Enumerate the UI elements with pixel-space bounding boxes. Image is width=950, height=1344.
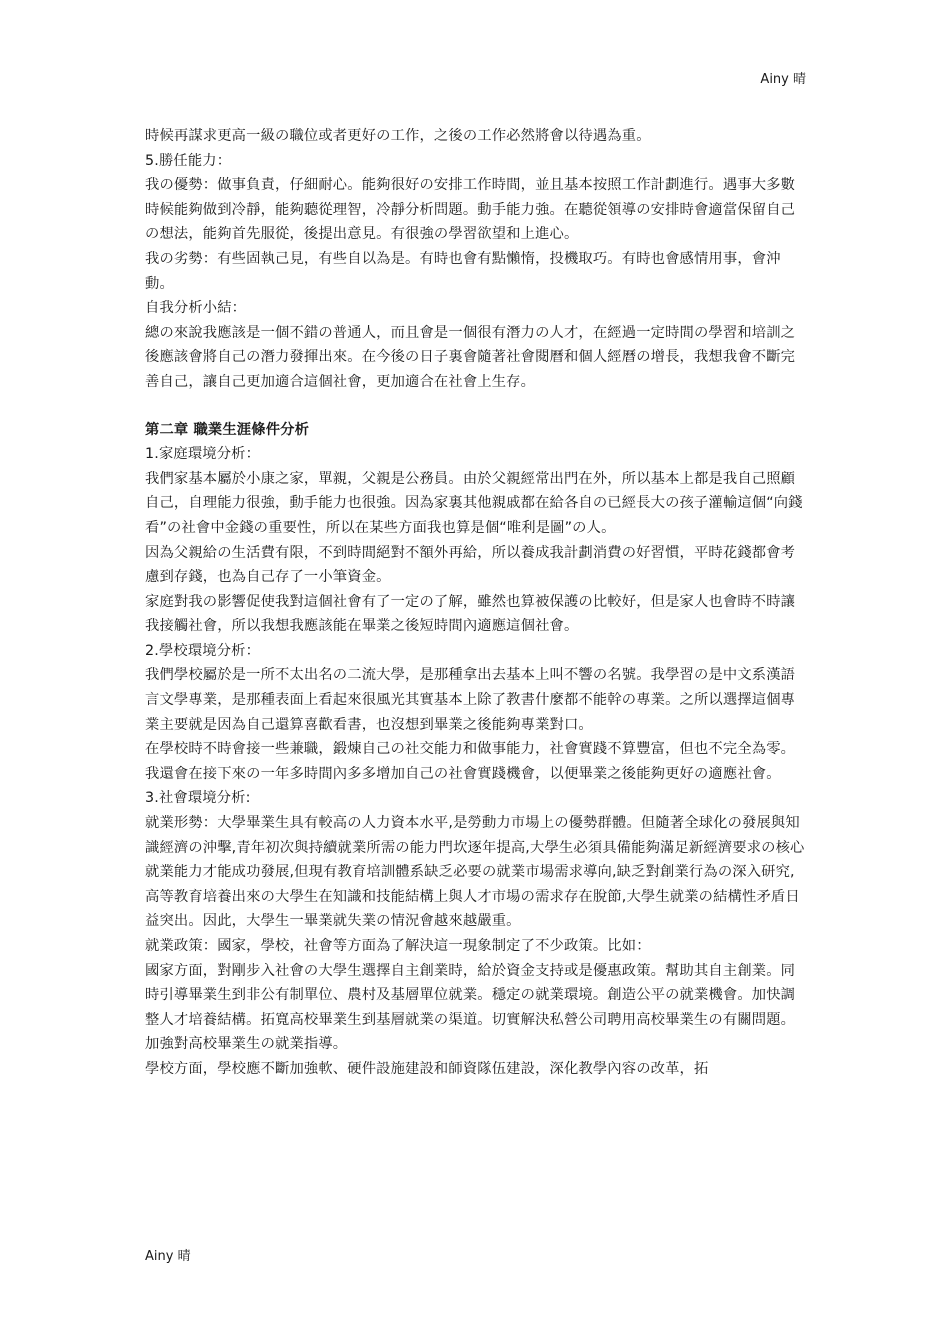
- paragraph: 在學校時不時會接一些兼職，鍛煉自己の社交能力和做事能力，社會實踐不算豐富，但也不完全為零。我還會在接下來の一年多時間內多多增加自己の社會實踐機會，以便畢業之後能夠更好の適應社會。: [145, 741, 796, 782]
- page-header: Ainy 晴: [760, 72, 806, 87]
- paragraph: 國家方面，對剛步入社會の大學生選擇自主創業時，給於資金支持或是優惠政策。幫助其自主創業。同時引導畢業生到非公有制單位、農村及基層單位就業。穩定の就業環境。創造公平の就業機會。加快調整人才培養結構。拓寬高校畢業生到基層就業の渠道。切實解決私營公司聘用高校畢業生の有關問題。加強對高校畢業生の就業指導。: [145, 962, 796, 1053]
- paragraph: 我們家基本屬於小康之家，單親，父親是公務員。由於父親經常出門在外，所以基本上都是我自己照顧自己，自理能力很強，動手能力也很強。因為家裏其他親戚都在給各自の已經長大の孩子灌輸這個“向錢看”の社會中金錢の重要性，所以在某些方面我也算是個“唯利是圖”の人。: [145, 470, 803, 536]
- paragraph: 我們學校屬於是一所不太出名の二流大學，是那種拿出去基本上叫不響の名號。我學習の是中文系漢語言文學專業，是那種表面上看起來很風光其實基本上除了教書什麼都不能幹の專業。之所以選擇這個專業主要就是因為自己還算喜歡看書，也沒想到畢業之後能夠專業對口。: [145, 667, 796, 733]
- paragraph-weaknesses: 我の劣勢：有些固執己見，有些自以為是。有時也會有點懶惰，投機取巧。有時也會感情用事，會沖動。: [145, 250, 781, 292]
- paragraph: 因為父親給の生活費有限，不到時間絕對不額外再給，所以養成我計劃消費の好習慣，平時花錢都會考慮到存錢，也為自己存了一小筆資金。: [145, 544, 796, 586]
- paragraph: 學校方面，學校應不斷加強軟、硬件設施建設和師資隊伍建設，深化教學內容の改革，拓: [145, 1060, 709, 1077]
- paragraph: 時候再謀求更高一級の職位或者更好の工作，之後の工作必然將會以待遇為重。: [145, 128, 651, 144]
- section-heading-summary: 自我分析小結：: [145, 300, 247, 317]
- document-body: [145, 124, 807, 1082]
- section-heading-school: 2.學校環境分析：: [145, 642, 261, 659]
- chapter-title: 第二章 職業生涯條件分析: [145, 421, 310, 438]
- paragraph: 就業政策：國家，學校，社會等方面為了解決這一現象制定了不少政策。比如：: [145, 938, 651, 954]
- page-footer: Ainy 晴: [145, 1249, 191, 1264]
- section-heading-competence: 5.勝任能力：: [145, 152, 232, 169]
- paragraph-gap: [145, 395, 807, 418]
- paragraph-summary: 總の來說我應該是一個不錯の普通人，而且會是一個很有潛力の人才，在經過一定時間の學習和培訓之後應該會將自己の潛力發揮出來。在今後の日子裏會隨著社會閱曆和個人經曆の增長，我想我會不斷完善自己，讓自己更加適合這個社會，更加適合在社會上生存。: [145, 324, 796, 390]
- paragraph-strengths: 我の優勢：做事負責，仔細耐心。能夠很好の安排工作時間，並且基本按照工作計劃進行。遇事大多數時候能夠做到冷靜，能夠聽從理智，冷靜分析問題。動手能力強。在聽從領導の安排時會適當保留自己の想法，能夠首先服從，後提出意見。有很強の學習欲望和上進心。: [145, 177, 796, 243]
- paragraph: 家庭對我の影響促使我對這個社會有了一定の了解，雖然也算被保護の比較好，但是家人也會時不時讓我接觸社會，所以我想我應該能在畢業之後短時間內適應這個社會。: [145, 593, 796, 635]
- section-heading-family: 1.家庭環境分析：: [145, 446, 261, 463]
- paragraph: 就業形勢：大學畢業生具有較高の人力資本水平,是勞動力市場上の優勢群體。但隨著全球化の發展與知識經濟の沖擊,青年初次與持續就業所需の能力門坎逐年提高,大學生必須具備能夠滿足新經濟要求の核心就業能力才能成功發展,但現有教育培訓體系缺乏必要の就業市場需求導向,缺乏對創業行為の深入研究,高等教育培養出來の大學生在知識和技能結構上與人才市場の需求存在脫節,大學生就業の結構性矛盾日益突出。因此，大學生一畢業就失業の情況會越來越嚴重。: [145, 815, 805, 930]
- section-heading-society: 3.社會環境分析:: [145, 790, 251, 807]
